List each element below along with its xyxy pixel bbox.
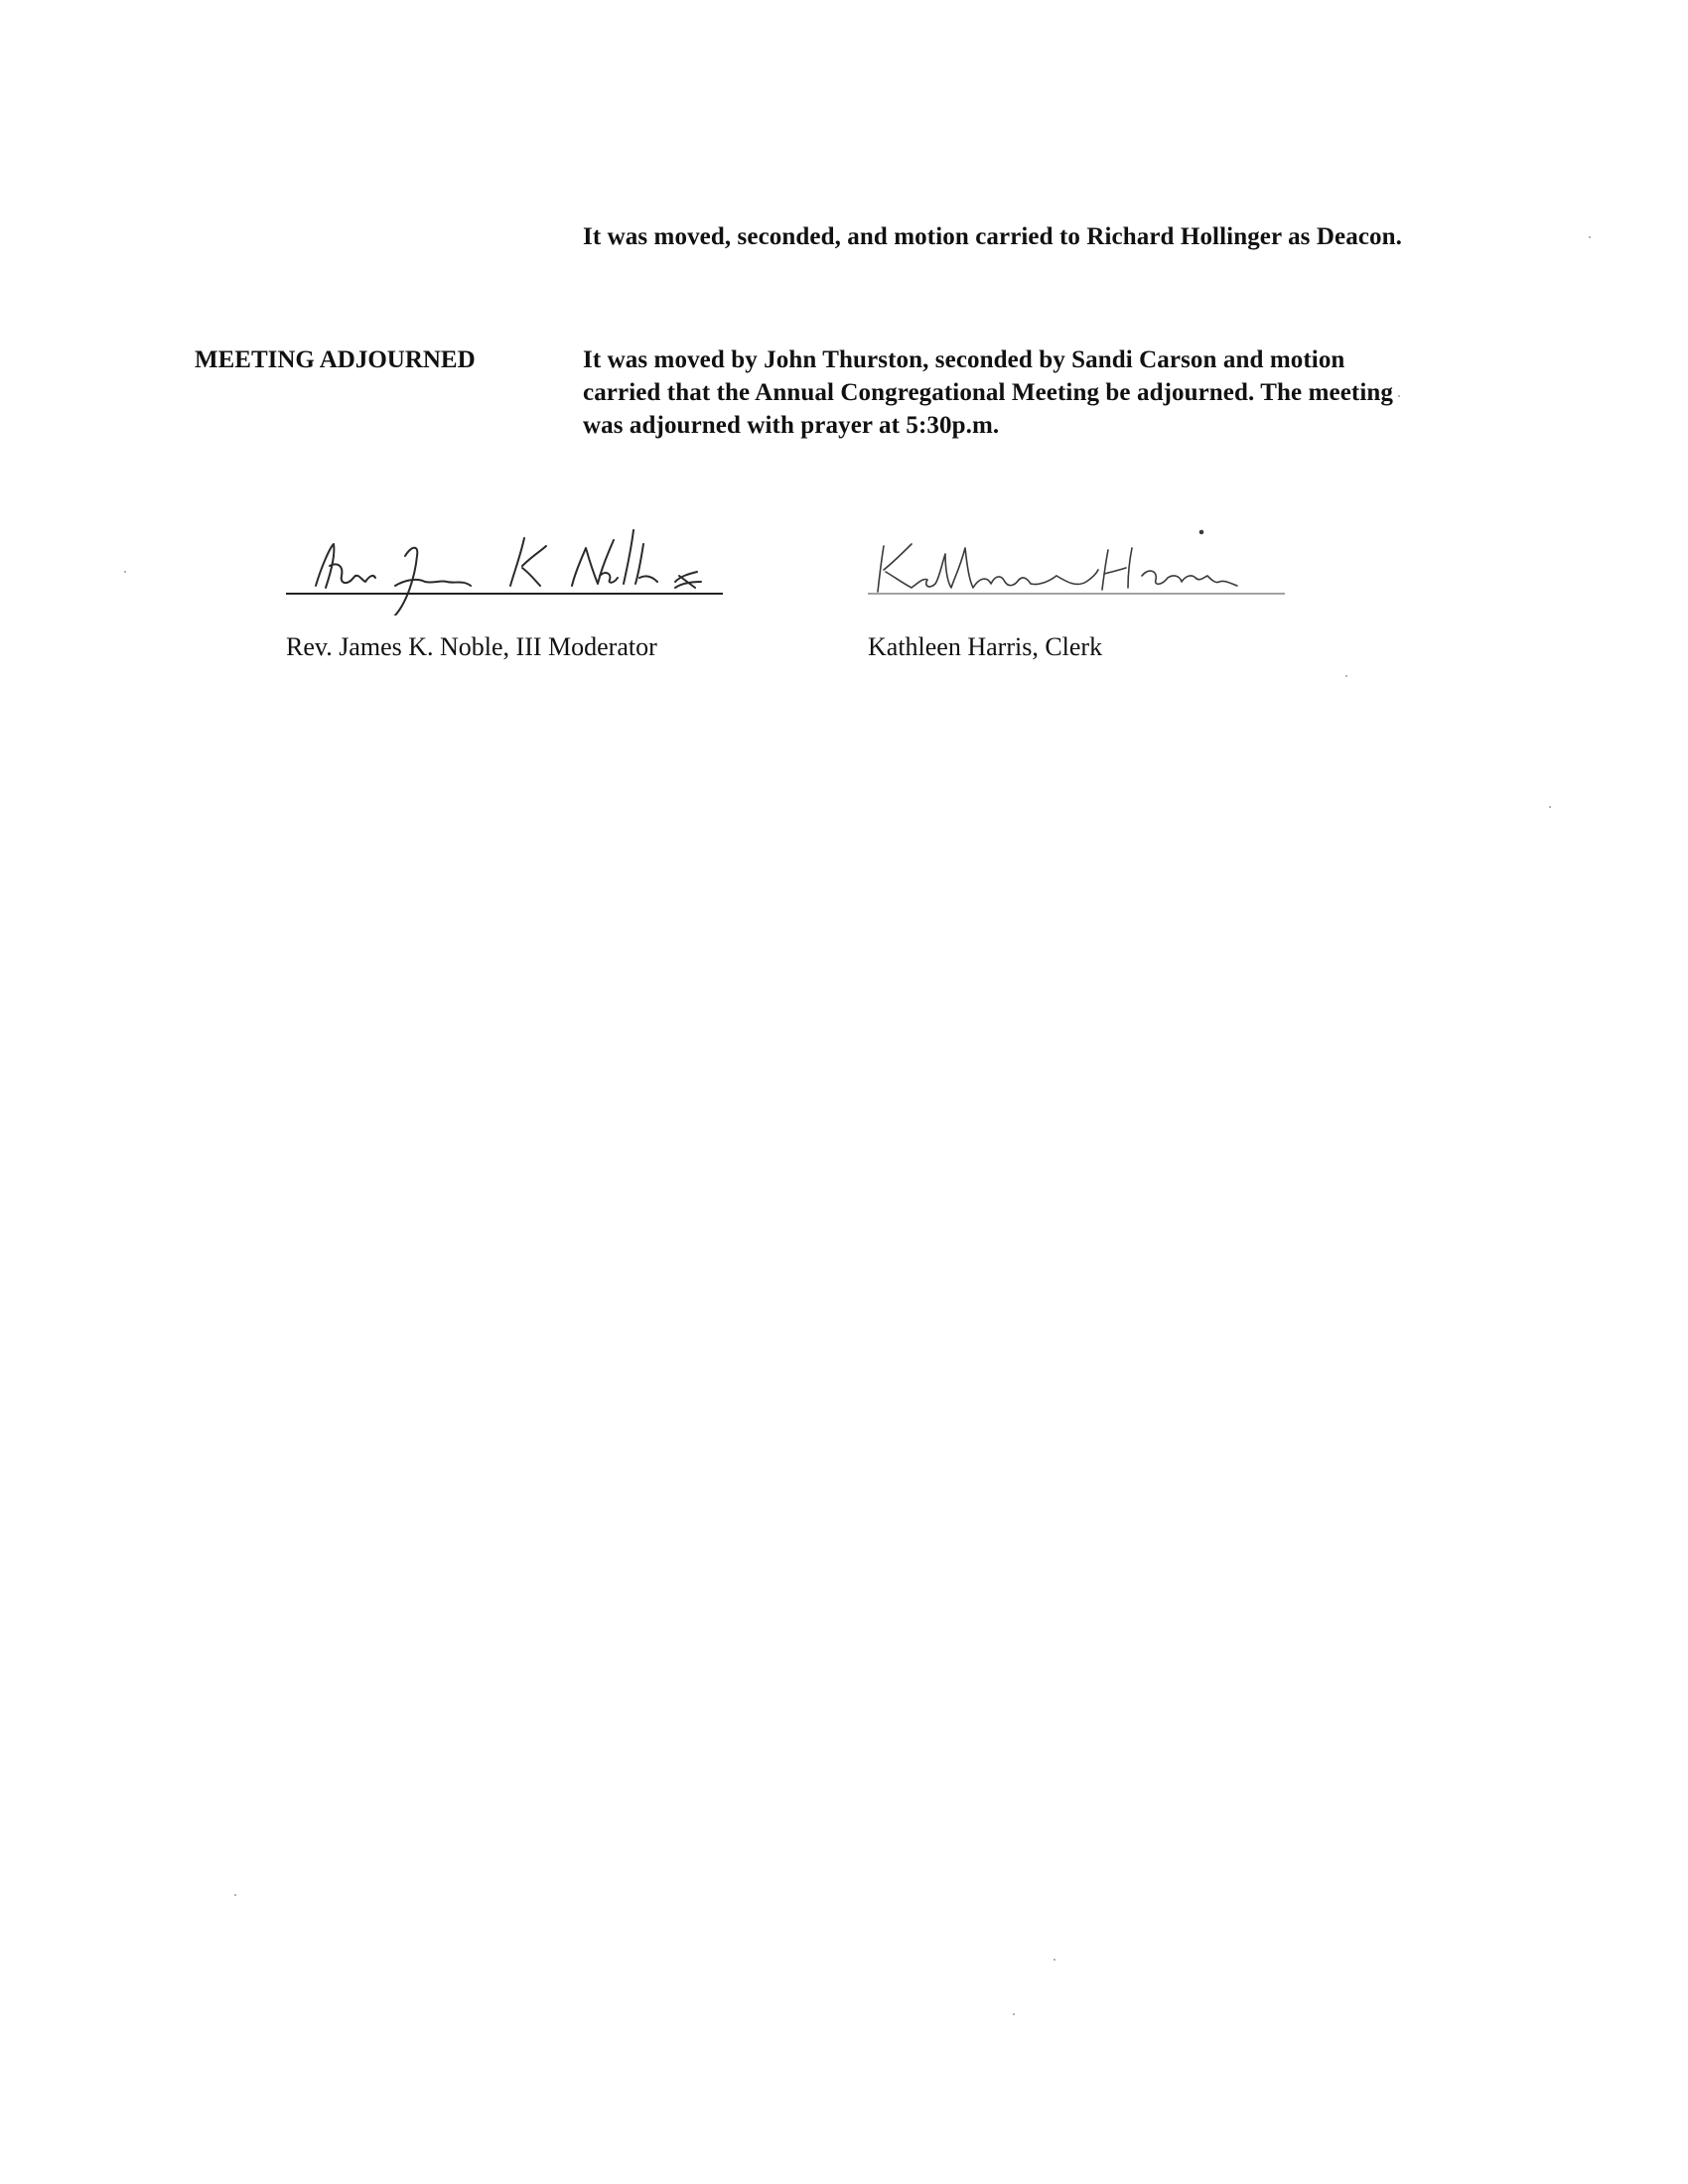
clerk-signature-block [868, 526, 1384, 663]
moderator-signature-caption: Rev. James K. Noble, III Moderator [286, 632, 657, 661]
moderator-signature-block [286, 526, 723, 663]
scan-speck [124, 571, 126, 573]
paragraph-deacon-motion: It was moved, seconded, and motion carried to Richard Hollinger as Deacon. [583, 223, 1402, 250]
clerk-signature-caption: Kathleen Harris, Clerk [868, 632, 1103, 661]
section-heading-meeting-adjourned: MEETING ADJOURNED [195, 346, 476, 373]
scan-speck [1013, 2013, 1015, 2015]
scan-speck [1398, 395, 1400, 397]
scan-speck [234, 1894, 236, 1896]
paragraph-meeting-adjourned: It was moved by John Thurston, seconded by Sandi Carson and motion carried that the Annual Congregational Meeting be adjourned. The meeting was adjourned with prayer at 5:30p.m. [583, 346, 1393, 439]
scan-speck [1345, 675, 1347, 677]
clerk-signature-image [868, 526, 1384, 615]
scan-speck [1589, 236, 1591, 238]
scan-speck [1054, 1959, 1055, 1961]
scan-speck [1549, 806, 1551, 808]
moderator-signature-image [286, 526, 723, 615]
